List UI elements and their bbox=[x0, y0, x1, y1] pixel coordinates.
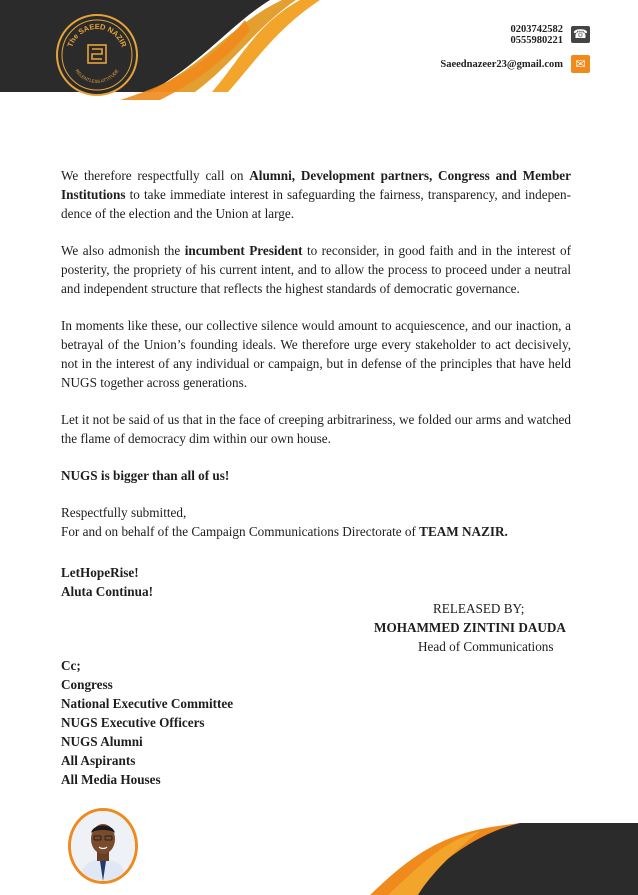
cc-recipient: National Executive Committee bbox=[61, 696, 234, 711]
phone-icon: ☎ bbox=[571, 26, 590, 43]
signoff bbox=[61, 563, 153, 601]
cc-recipient: All Aspirants bbox=[61, 753, 136, 768]
paragraph-1: We therefore respectfully call on Alumni, Development partners, Congress and Member Institutions to take immediate interest in safeguarding the fairness, transparency, and indepen-dence of the election and the Union at large. bbox=[61, 168, 571, 221]
logo-arc-text: The SAEED NAZIR bbox=[65, 21, 129, 49]
email-icon: ✉ bbox=[571, 55, 590, 73]
phone-number-1: 0203742582 bbox=[510, 24, 563, 35]
signoff-line-2: Aluta Continua! bbox=[61, 584, 153, 599]
letter-body bbox=[61, 166, 571, 559]
closing: Respectfully submitted, For and on behalf of the Campaign Communications Directorate of TEAM NAZIR. bbox=[61, 505, 508, 539]
avatar bbox=[68, 808, 138, 884]
contact-block bbox=[378, 20, 638, 80]
released-by bbox=[360, 599, 570, 656]
logo-tagline: RELENTLESS ATTITUDE bbox=[74, 68, 120, 85]
cc-recipient: NUGS Alumni bbox=[61, 734, 143, 749]
released-label: RELEASED BY; bbox=[433, 601, 525, 616]
released-title: Head of Communications bbox=[418, 639, 554, 654]
cc-recipient: Congress bbox=[61, 677, 113, 692]
cc-label: Cc; bbox=[61, 658, 81, 673]
slogan: NUGS is bigger than all of us! bbox=[61, 468, 230, 483]
svg-text:RELENTLESS ATTITUDE bbox=[74, 68, 119, 84]
paragraph-2: We also admonish the incumbent President to reconsider, in good faith and in the interest of posterity, the propriety of his current intent, and to allow the process to proceed under a neutral and independent structure that reflects the highest standards of democratic governance. bbox=[61, 243, 571, 296]
released-name: MOHAMMED ZINTINI DAUDA bbox=[374, 620, 566, 635]
monogram-icon bbox=[88, 45, 106, 63]
phone-numbers bbox=[511, 24, 564, 46]
phone-number-2: 0555980221 bbox=[510, 35, 563, 46]
cc-list bbox=[61, 656, 233, 789]
paragraph-4: Let it not be said of us that in the face of creeping arbitrariness, we folded our arms and watched the flame of democracy dim within our own house. bbox=[61, 412, 571, 446]
cc-recipient: NUGS Executive Officers bbox=[61, 715, 205, 730]
cc-recipient: All Media Houses bbox=[61, 772, 161, 787]
paragraph-3: In moments like these, our collective silence would amount to acquiescence, and our inaction, a betrayal of the Union’s founding ideals. We therefore urge every stakeholder to act decisively, not in the interest of any individual or campaign, but in defense of the principles that have held NUGS together across generations. bbox=[61, 318, 571, 390]
signoff-line-1: LetHopeRise! bbox=[61, 565, 139, 580]
logo bbox=[56, 14, 138, 96]
email-address[interactable]: Saeednazeer23@gmail.com bbox=[440, 59, 563, 70]
